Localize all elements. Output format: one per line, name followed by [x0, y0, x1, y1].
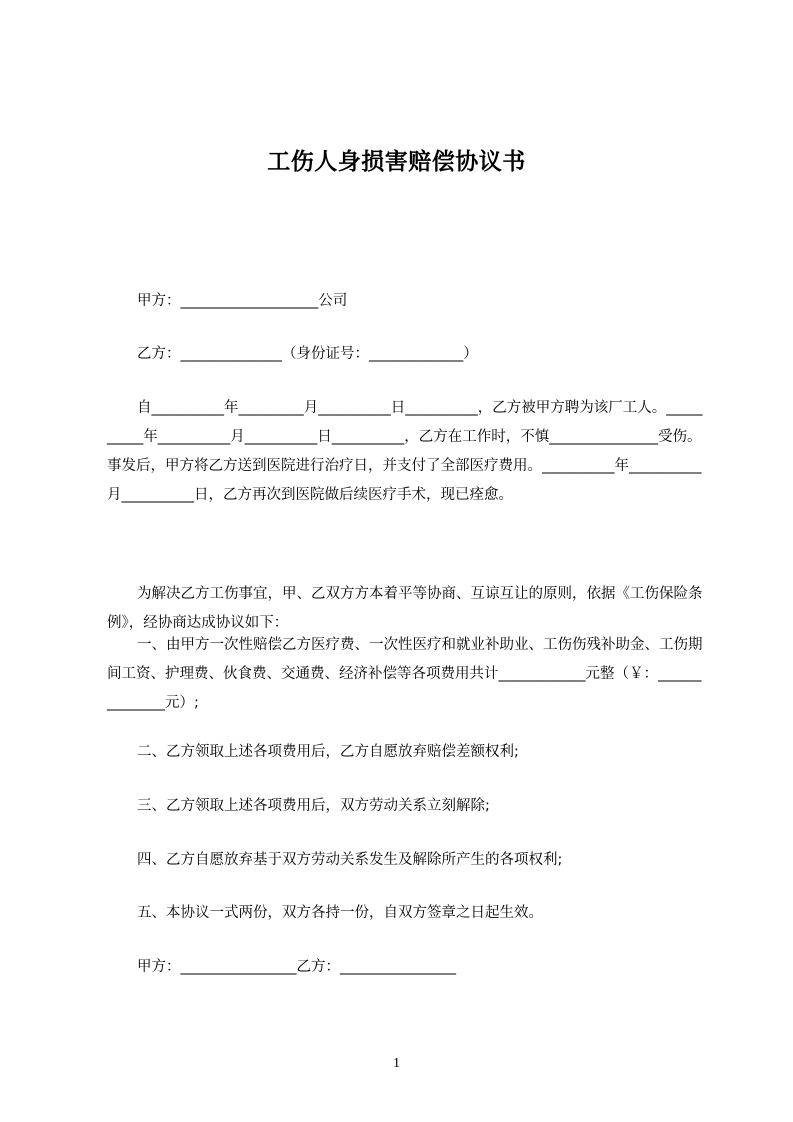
clause-2: 二、乙方领取上述各项费用后，乙方自愿放弃赔偿差额权利; — [137, 744, 519, 760]
clause-4: 四、乙方自愿放弃基于双方劳动关系发生及解除所产生的各项权利; — [137, 852, 563, 868]
party-a-line: 甲方：___________________公司 — [137, 293, 348, 309]
page-number: 1 — [393, 1056, 400, 1071]
clause-3: 三、乙方领取上述各项费用后，双方劳动关系立刻解除; — [137, 798, 490, 814]
party-b-line: 乙方：______________（身份证号：_____________） — [137, 346, 478, 362]
document-title: 工伤人身损害赔偿协议书 — [267, 149, 526, 175]
basis-paragraph: 为解决乙方工伤事宜，甲、乙双方方本着平等协商、互谅互让的原则，依据《工伤保险条例》，经协商达成协议如下： — [107, 586, 703, 631]
signature-line: 甲方：________________乙方：________________ — [137, 959, 456, 975]
clause-5: 五、本协议一式两份，双方各持一份，自双方签章之日起生效。 — [137, 905, 543, 921]
clause-1: 一、由甲方一次性赔偿乙方医疗费、一次性医疗和就业补助业、工伤伤残补助金、工伤期间工资、护理费、伙食费、交通费、经济补偿等各项费用共计____________元整（￥：______________元）; — [107, 637, 703, 711]
injury-paragraph: 自__________年_________月__________日__________，乙方被甲方聘为该厂工人。__________年__________月__________日__________，乙方在工作时，不慎_______________受伤。事发后，甲方将乙方送到医院进行治疗日，并支付了全部医疗费用。__________年__________月__________日，乙方再次到医院做后续医疗手术，现已痊愈。 — [107, 400, 703, 503]
